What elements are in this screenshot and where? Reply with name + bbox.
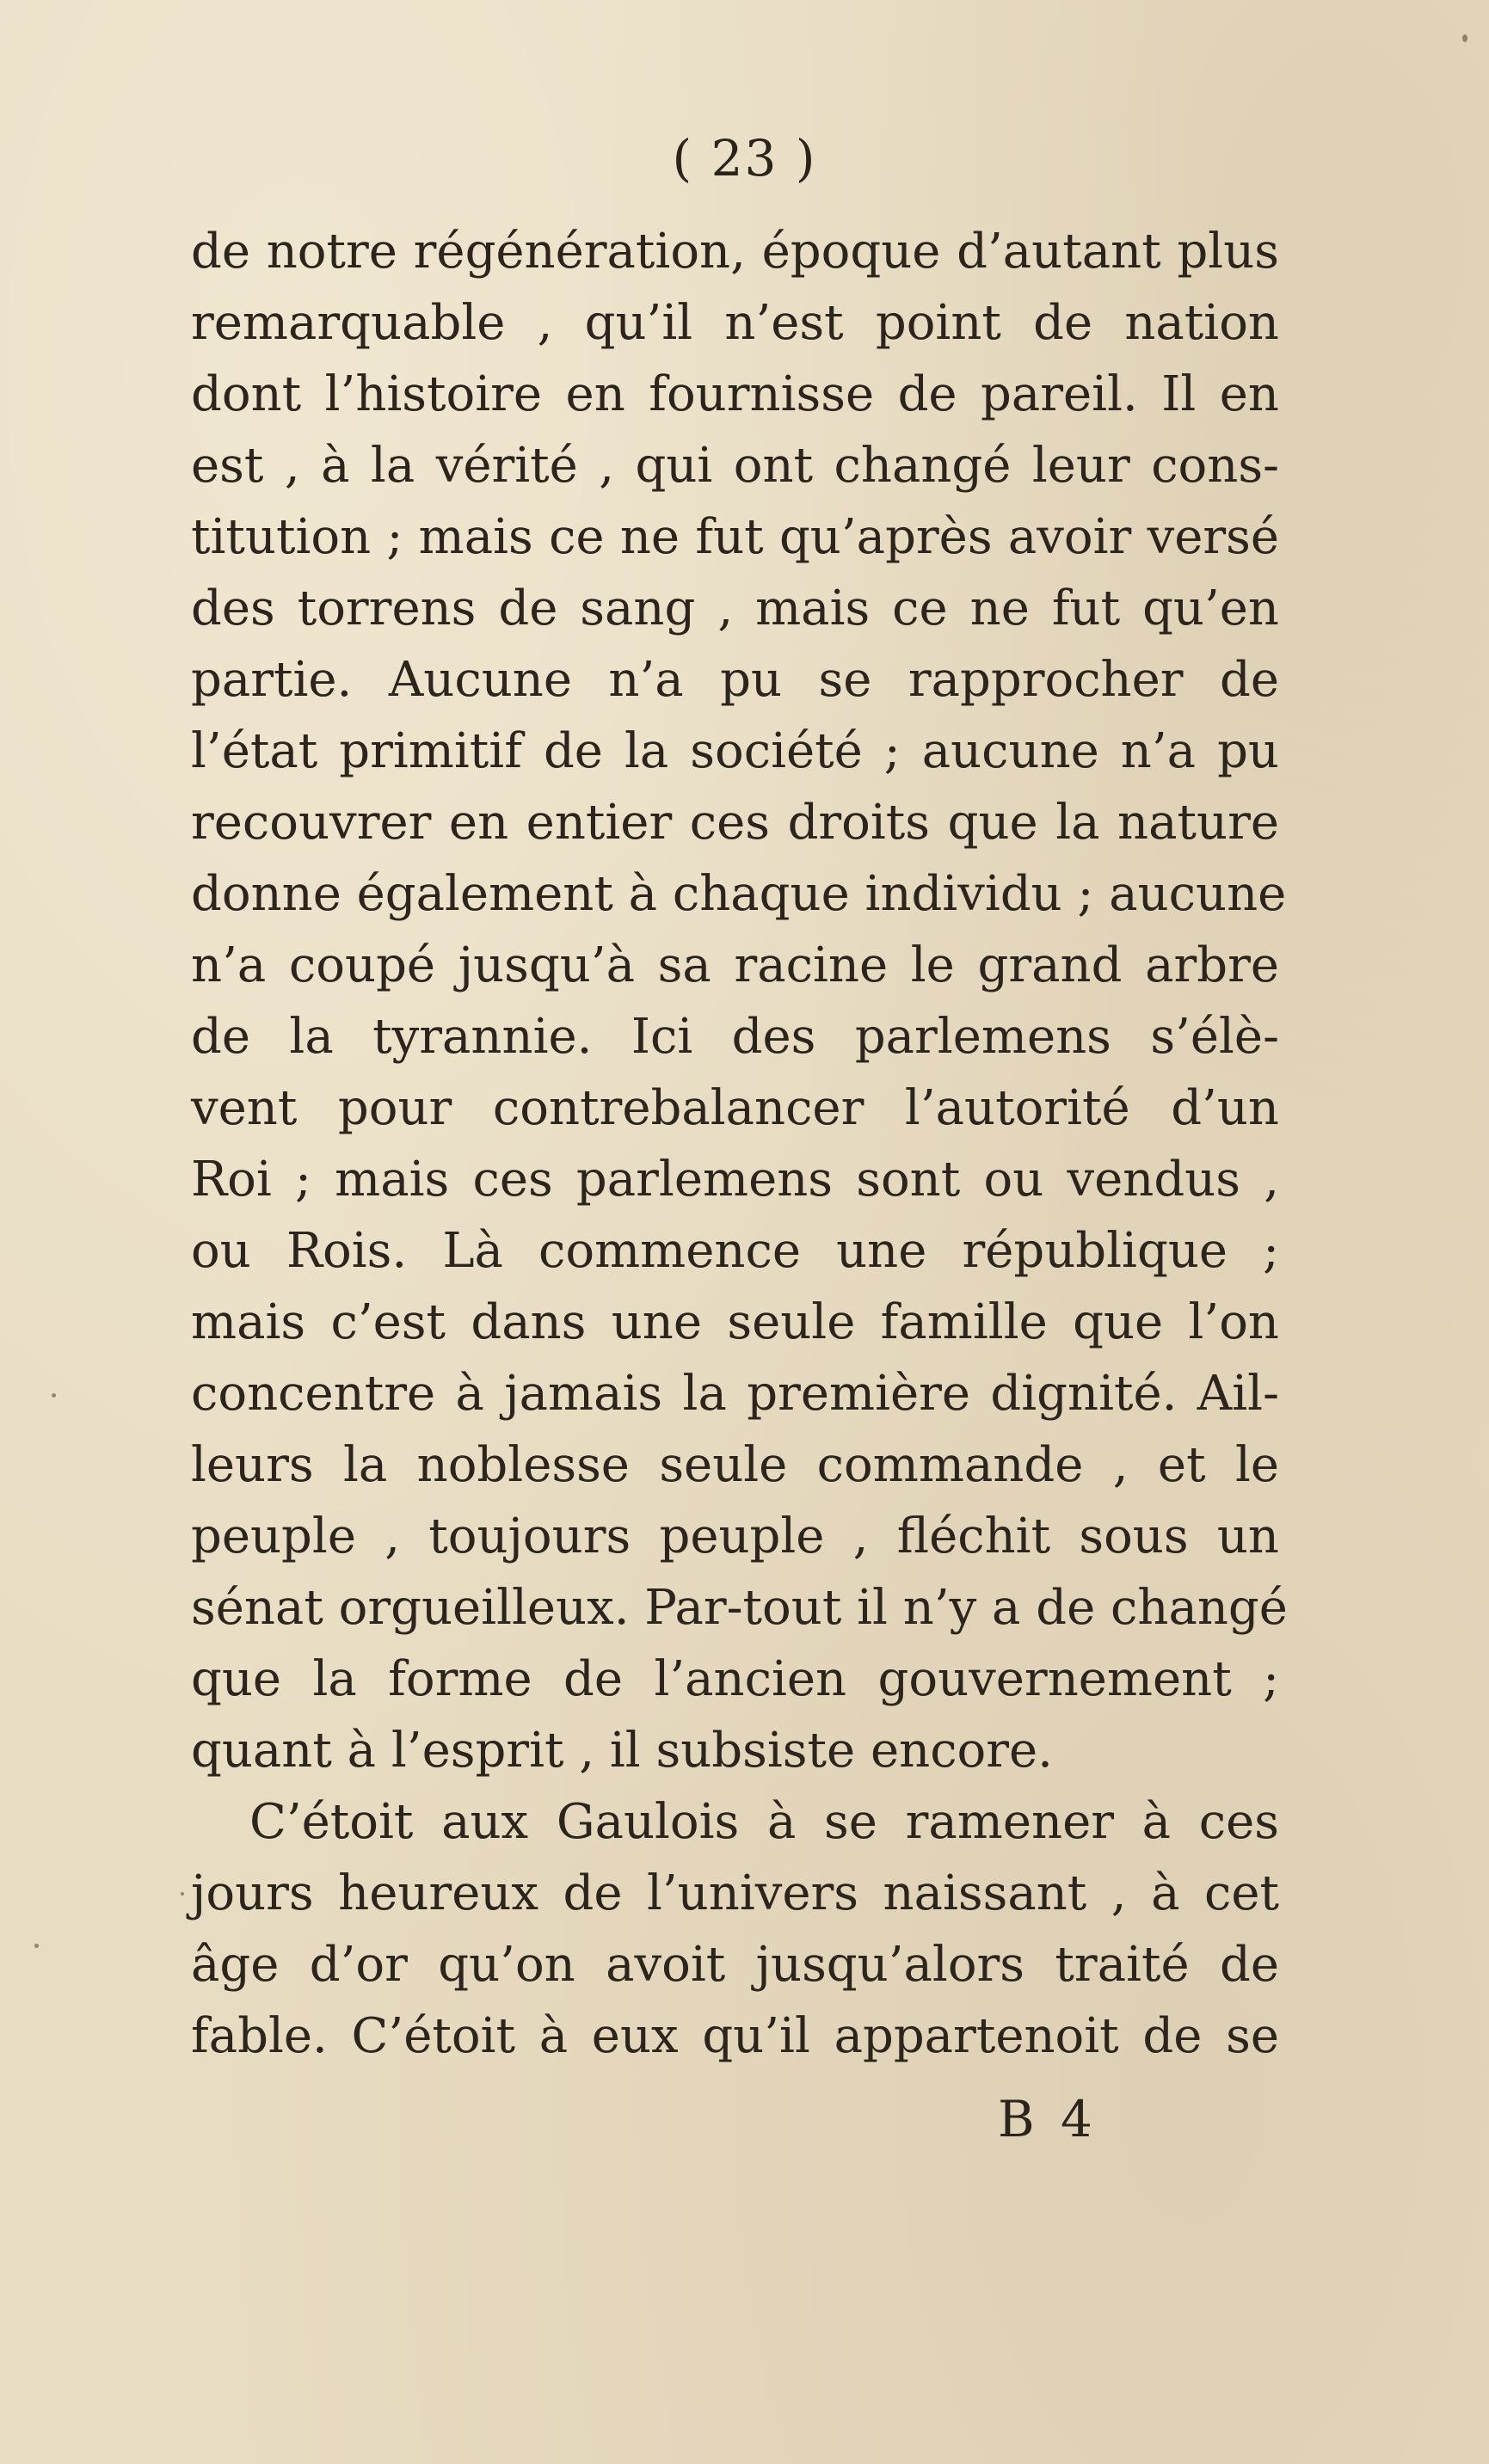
text-line: titution ; mais ce ne fut qu’après avoir versé [191, 509, 1279, 565]
text-line: remarquable , qu’il n’est point de nation [191, 295, 1279, 351]
text-line: concentre à jamais la première dignité. Ail- [191, 1366, 1279, 1422]
text-line: dont l’histoire en fournisse de pareil. Il en [191, 366, 1279, 422]
page-number: ( 23 ) [672, 129, 817, 187]
text-line: est , à la vérité , qui ont changé leur cons- [191, 438, 1279, 494]
text-line: des torrens de sang , mais ce ne fut qu’en [191, 581, 1279, 636]
paper-speck [1462, 34, 1467, 42]
text-line: mais c’est dans une seule famille que l’on [191, 1294, 1279, 1350]
text-line: partie. Aucune n’a pu se rapprocher de [191, 652, 1279, 708]
paper-speck [34, 1944, 39, 1948]
text-line: donne également à chaque individu ; aucune [191, 866, 1287, 922]
text-line: fable. C’étoit à eux qu’il appartenoit de se [191, 2008, 1279, 2064]
text-line: quant à l’esprit , il subsiste encore. [191, 1723, 1053, 1779]
paper-speck [181, 1892, 184, 1896]
text-line: l’état primitif de la société ; aucune n’a pu [191, 723, 1279, 779]
text-line: leurs la noblesse seule commande , et le [191, 1437, 1279, 1493]
text-line: peuple , toujours peuple , fléchit sous un [191, 1509, 1279, 1564]
text-line: vent pour contrebalancer l’autorité d’un [191, 1080, 1279, 1136]
text-line: Roi ; mais ces parlemens sont ou vendus , [191, 1152, 1279, 1207]
text-line: de la tyrannie. Ici des parlemens s’élè- [191, 1009, 1279, 1065]
text-line: que la forme de l’ancien gouvernement ; [191, 1651, 1279, 1707]
text-line: ou Rois. Là commence une république ; [191, 1223, 1279, 1279]
text-line: n’a coupé jusqu’à sa racine le grand arbre [191, 937, 1279, 993]
text-line: de notre régénération, époque d’autant plus [191, 224, 1279, 280]
text-line: sénat orgueilleux. Par-tout il n’y a de changé [191, 1580, 1288, 1636]
text-line: C’étoit aux Gaulois à se ramener à ces [249, 1794, 1279, 1850]
text-line: recouvrer en entier ces droits que la nature [191, 795, 1279, 851]
text-line: âge d’or qu’on avoit jusqu’alors traité de [191, 1937, 1279, 1993]
signature-mark: B 4 [998, 2090, 1098, 2148]
paper-speck [52, 1393, 56, 1398]
text-line: jours heureux de l’univers naissant , à cet [191, 1865, 1279, 1921]
